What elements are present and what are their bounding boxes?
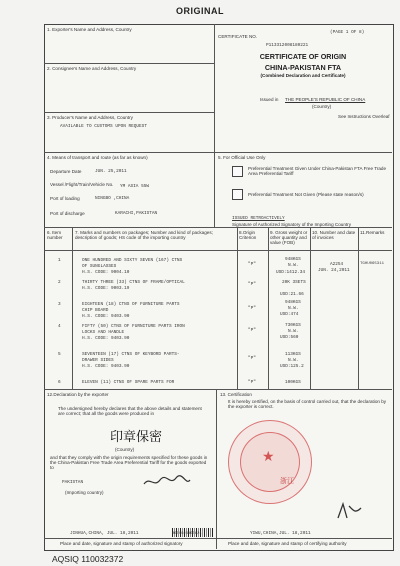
original-title: ORIGINAL bbox=[176, 6, 224, 16]
declaration-text: The undersigned hereby declares that the above details and statement are correct; that all the goods were produced in bbox=[58, 406, 202, 416]
authority-place-date: YIWU,CHINA,JUL. 18,2011 bbox=[250, 531, 311, 536]
item-criterion: "P" bbox=[248, 262, 256, 267]
item-qty: N.W. bbox=[288, 263, 299, 268]
item-qty: 20K 3SETS bbox=[282, 280, 306, 285]
item-qty: 948KGS bbox=[285, 300, 301, 305]
col-description: 7. Marks and numbers on packages; Number and kind of packages; description of goods; HS code of the importing country bbox=[75, 230, 213, 240]
invoice-date: JUN. 24,2011 bbox=[318, 268, 350, 273]
item-description: EIGHTEEN (18) CTNS OF FURNITURE PARTS bbox=[82, 302, 180, 307]
item-qty: 100KGS bbox=[285, 380, 301, 385]
item-number: 3 bbox=[58, 302, 61, 307]
certification-label: 13. Certification bbox=[220, 392, 252, 397]
issued-in-value: THE PEOPLE'S REPUBLIC OF CHINA bbox=[285, 97, 366, 102]
col-item-number: 6. Item number bbox=[47, 230, 63, 240]
producer-value: AVAILABLE TO CUSTOMS UPON REQUEST bbox=[60, 124, 147, 129]
issued-in-label: Issued in bbox=[260, 97, 279, 102]
cert-no-label: CERTIFICATE NO. bbox=[218, 34, 258, 39]
seal-star-icon: ★ bbox=[262, 448, 275, 464]
exporter-footer: Place and date, signature and stamp of authorized signatory bbox=[60, 541, 183, 546]
item-number: 6 bbox=[58, 380, 61, 385]
item-qty: USD:1412.34 bbox=[276, 270, 305, 275]
loading-value: NINGBO ,CHINA bbox=[95, 196, 130, 201]
vessel-label: Vessel /Flight/Train/Vehicle No. bbox=[50, 182, 114, 187]
certification-text: It is hereby certified, on the basis of control carried out, that the declaration by the exporter is correct. bbox=[228, 399, 387, 409]
producer-label: 3. Producer's Name and Address, Country bbox=[47, 115, 133, 120]
col-remarks: 11.Remarks bbox=[360, 230, 385, 235]
remarks-value: TGHU065311 bbox=[360, 262, 385, 266]
item-criterion: "P" bbox=[248, 282, 256, 287]
item-criterion: "P" bbox=[248, 356, 256, 361]
departure-label: Departure Date bbox=[50, 169, 82, 174]
see-instructions: See Instructions Overleaf bbox=[338, 114, 390, 119]
authority-footer: Place and date, signature and stamp of certifying authority bbox=[228, 541, 347, 546]
aqsiq-code: AQSIQ 110032372 bbox=[52, 554, 124, 564]
item-description: H.S. CODE: 9403.90 bbox=[82, 336, 130, 341]
item-description: CHIP BOARD bbox=[82, 308, 109, 313]
item-qty: USD:560 bbox=[280, 335, 299, 340]
col-invoice: 10. Number and date of invoices bbox=[312, 230, 356, 240]
invoice-number: A2254 bbox=[330, 262, 344, 267]
issued-retroactively: ISSUED RETROACTIVELY bbox=[232, 216, 285, 221]
cert-title: CERTIFICATE OF ORIGIN bbox=[259, 52, 347, 61]
item-criterion: "P" bbox=[248, 328, 256, 333]
declaration-text-2: and that they comply with the origin requirements specified for these goods in the China-Pakistan Free Trade Area Preferential Tariff for the goods exported to bbox=[50, 455, 208, 470]
cert-no-value: P113312008180221 bbox=[266, 43, 309, 48]
item-description: H.S. CODE: 9403.90 bbox=[82, 314, 130, 319]
official-use-label: 5. For Official Use Only bbox=[218, 155, 266, 160]
item-qty: N.W. bbox=[288, 358, 299, 363]
exporter-label: 1. Exporter's Name and Address, Country bbox=[47, 27, 132, 32]
loading-label: Port of loading bbox=[50, 196, 80, 201]
item-number: 5 bbox=[58, 352, 61, 357]
importing-signature-label: Signature of Authorized Signatory of the Importing Country bbox=[232, 222, 351, 227]
importing-caption: (Importing country) bbox=[65, 490, 104, 495]
treatment-given-checkbox[interactable] bbox=[232, 166, 243, 177]
item-qty: USD:474 bbox=[280, 312, 299, 317]
signature-exporter bbox=[142, 474, 192, 493]
item-qty: N.W. bbox=[288, 306, 299, 311]
signature-authority bbox=[335, 500, 365, 527]
item-description: H.S. CODE: 9003.19 bbox=[82, 286, 130, 291]
item-description: SEVENTEEN (17) CTNS OF KEYBORD PARTS- bbox=[82, 352, 180, 357]
item-description: H.S. CODE: 9004.10 bbox=[82, 270, 130, 275]
stamp-redacted: 印章保密 bbox=[110, 430, 163, 445]
country-label: (Country) bbox=[312, 104, 332, 109]
item-qty: USD:21.66 bbox=[280, 292, 304, 297]
handwritten-signature-icon bbox=[335, 500, 365, 522]
exporter-place-date: JINHUA,CHINA, JUL. 18,2011 bbox=[70, 531, 139, 536]
item-description: DRAWER SIDES bbox=[82, 358, 114, 363]
exporter-declaration-label: 12.Declaration by the exporter bbox=[47, 392, 109, 397]
item-criterion: "P" bbox=[248, 380, 256, 385]
handwritten-signature-icon bbox=[142, 474, 192, 490]
item-qty: 113KGS bbox=[285, 352, 301, 357]
importing-country: PAKISTAN bbox=[62, 480, 84, 485]
item-qty: 730KGS bbox=[285, 323, 301, 328]
barcode-number: 0000024800621 bbox=[172, 532, 202, 536]
item-description: LOCKS AND HANDLE bbox=[82, 330, 125, 335]
discharge-value: KARACHI,PAKISTAN bbox=[115, 211, 158, 216]
item-description: FIFTY (50) CTNS OF FURNITURE PARTS IRON bbox=[82, 324, 185, 329]
vessel-value: YM ASIA 55W bbox=[120, 184, 149, 189]
item-description: H.S. CODE: 9403.90 bbox=[82, 364, 130, 369]
page-indicator: (PAGE 1 OF 8) bbox=[330, 30, 365, 35]
transport-label: 4. Means of transport and route (as far as known) bbox=[47, 155, 148, 160]
seal-city: 浙江 bbox=[280, 477, 294, 485]
item-qty: USD:125.2 bbox=[280, 364, 304, 369]
item-description: ONE HUNDRED AND SIXTY SEVEN (167) CTNS bbox=[82, 258, 183, 263]
col-origin-criterion: 8.Origin Criterion bbox=[239, 230, 257, 240]
consignee-label: 2. Consignee's Name and Address, Country bbox=[47, 66, 137, 71]
treatment-not-given-text: Preferential Treatment Not Given (Please state reason/s) bbox=[248, 192, 364, 197]
departure-value: JUN. 25,2011 bbox=[95, 169, 127, 174]
item-qty: 948KGS bbox=[285, 257, 301, 262]
cert-title-fta: CHINA-PAKISTAN FTA bbox=[264, 63, 342, 72]
col-quantity: 9. Gross weight or other quantity and value (FOB) bbox=[270, 230, 308, 245]
item-description: ELEVEN (11) CTNS OF SPARE PARTS FOR bbox=[82, 380, 175, 385]
item-number: 2 bbox=[58, 280, 61, 285]
item-qty: N.W. bbox=[288, 329, 299, 334]
item-number: 1 bbox=[58, 258, 61, 263]
item-criterion: "P" bbox=[248, 306, 256, 311]
item-description: THIRTY THREE (33) CTNS OF FRAME/OPTICAL bbox=[82, 280, 185, 285]
cert-subtitle: (Combined Declaration and Certificate) bbox=[260, 73, 346, 78]
discharge-label: Port of discharge bbox=[50, 211, 85, 216]
treatment-given-text: Preferential Treatment Given Under China-Pakistan FTA Free Trade Area Preferential Tariff bbox=[248, 166, 387, 176]
item-number: 4 bbox=[58, 324, 61, 329]
treatment-not-given-checkbox[interactable] bbox=[232, 189, 243, 200]
item-description: OF SUNGLASSES bbox=[82, 264, 117, 269]
country-caption: (Country) bbox=[115, 447, 135, 452]
